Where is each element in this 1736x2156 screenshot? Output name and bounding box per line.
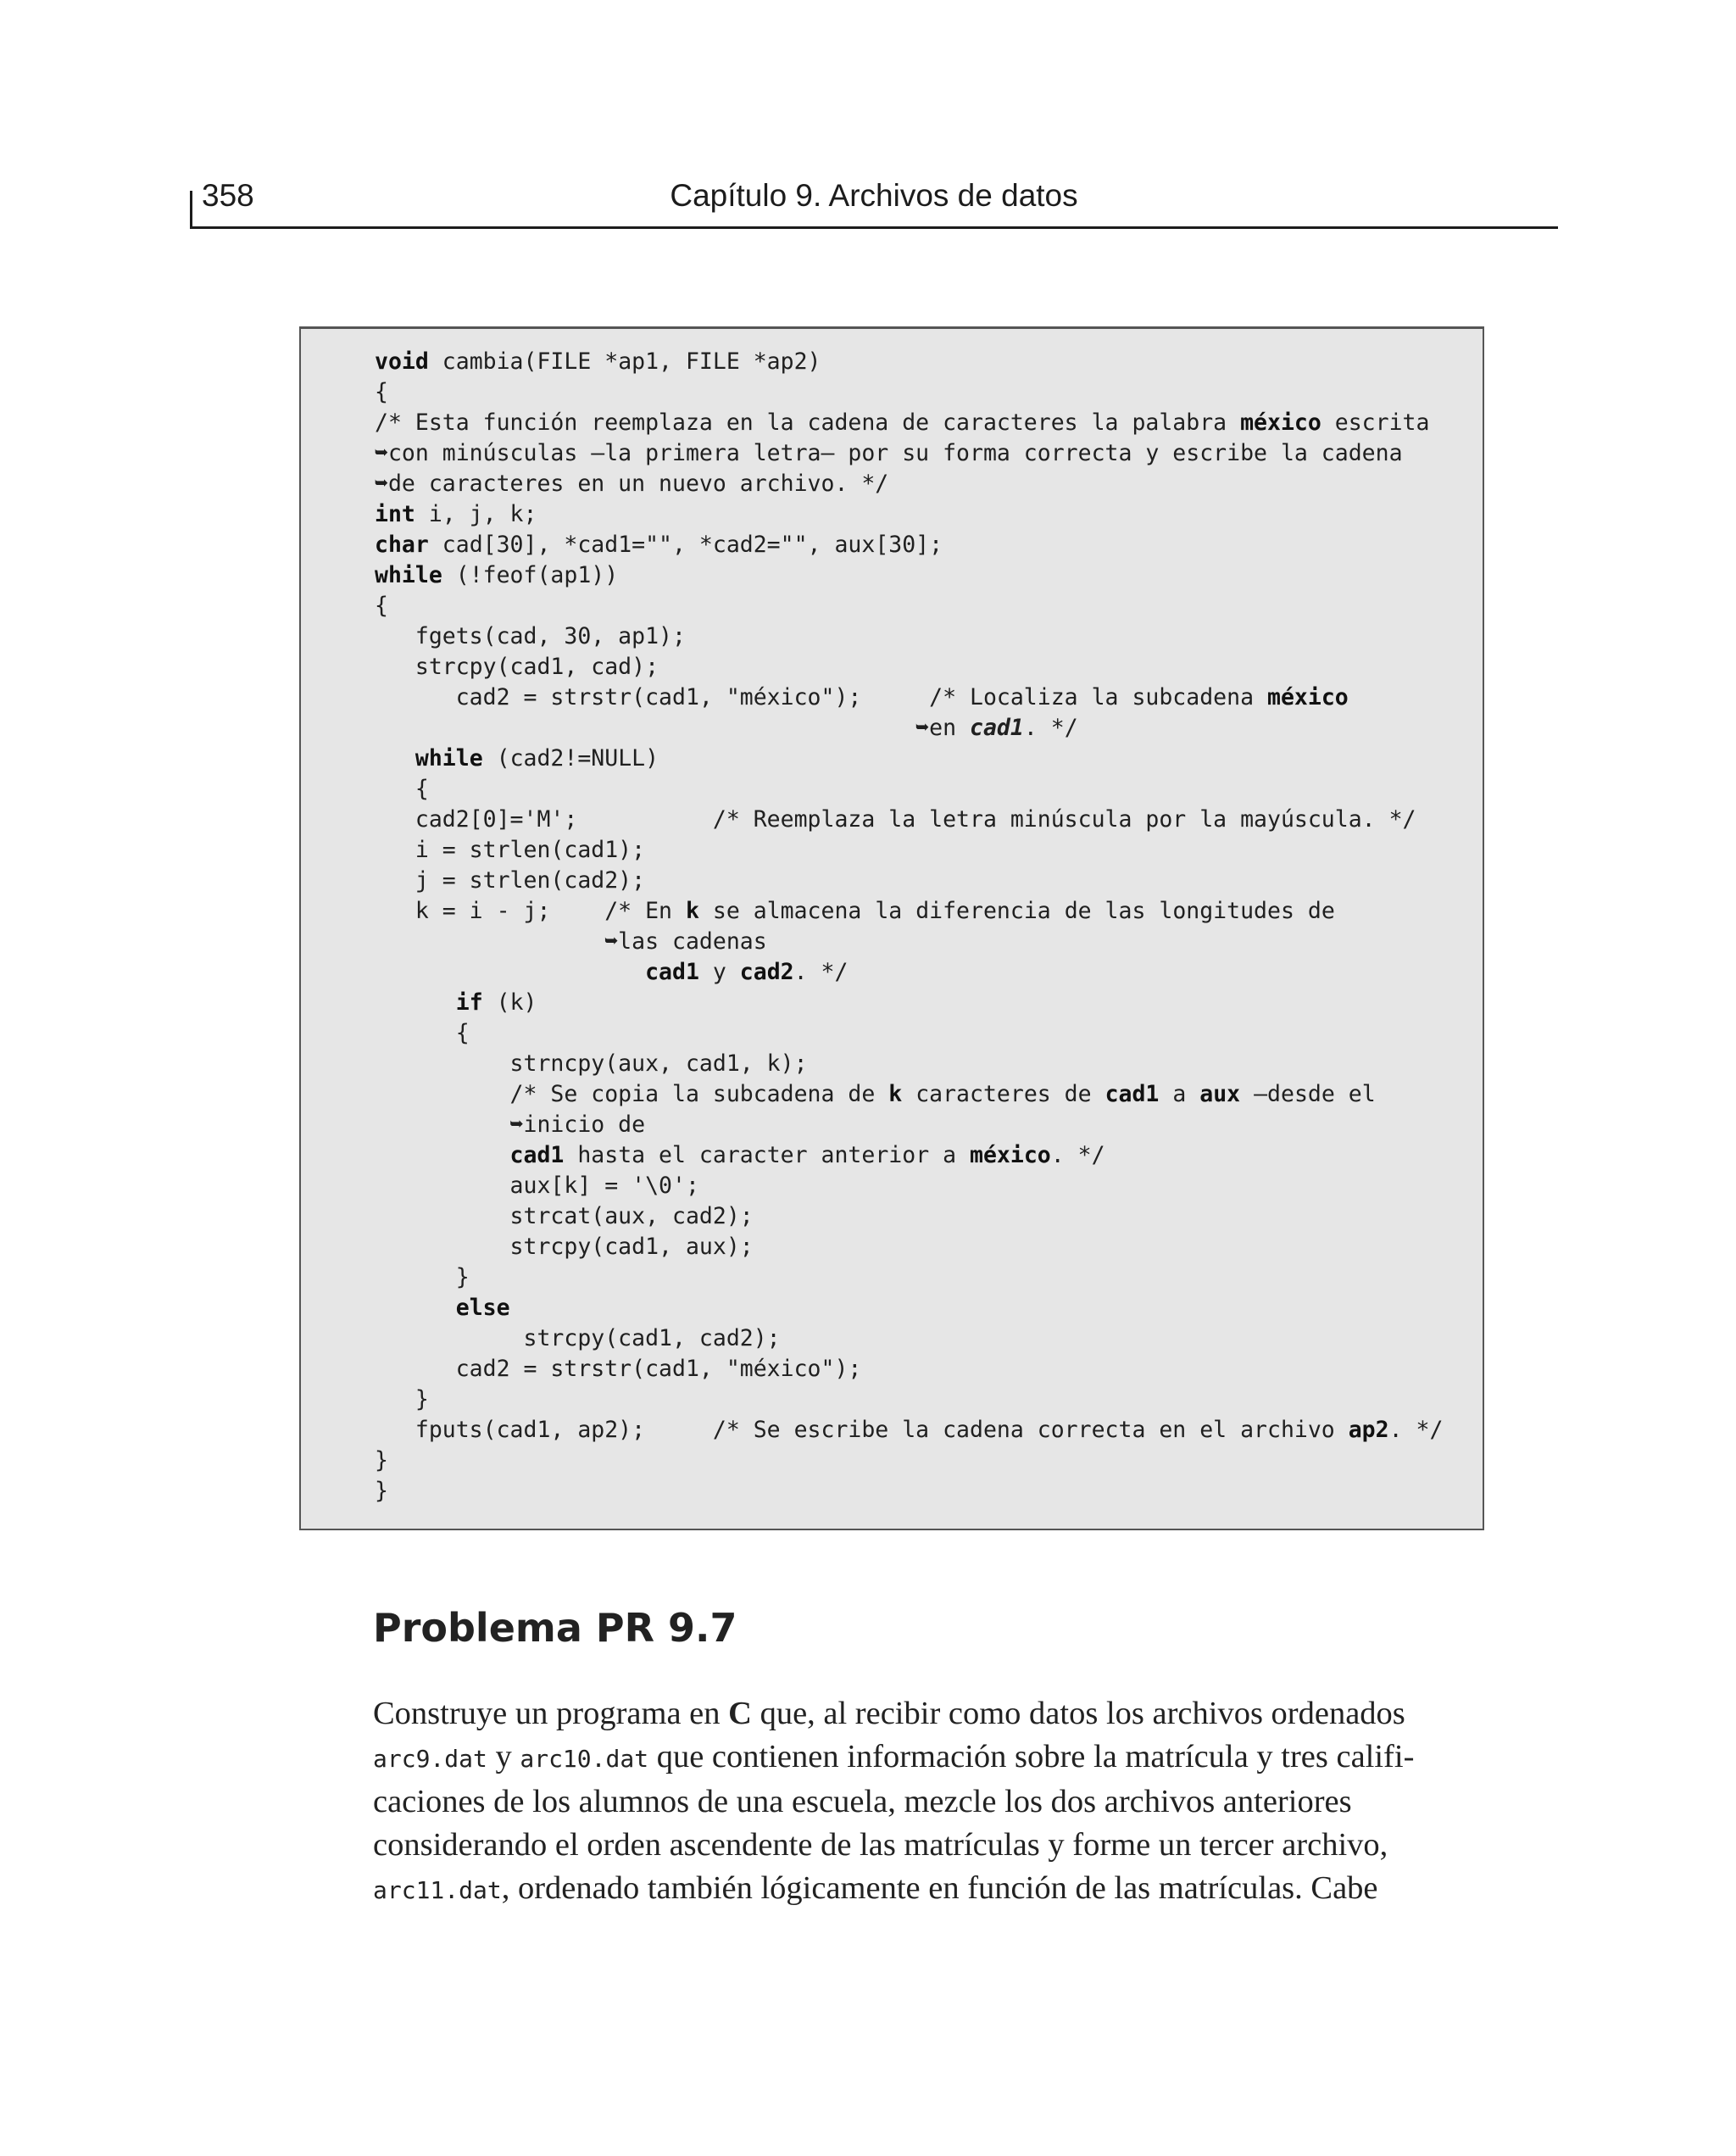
code-text: cad2[0]='M'; /* Reemplaza la letra minúscula por la mayúscula. */ — [375, 806, 1416, 833]
language-name: C — [728, 1696, 752, 1731]
paragraph-line — [373, 1692, 1466, 1735]
code-line — [375, 532, 943, 558]
code-text: { — [375, 379, 388, 405]
code-line — [375, 1447, 388, 1474]
code-line — [375, 1081, 1376, 1107]
code-line — [375, 1295, 510, 1321]
code-line — [375, 409, 1429, 436]
code-text: i = strlen(cad1); — [375, 837, 646, 863]
code-line — [375, 776, 429, 802]
code-text: } — [375, 1447, 388, 1474]
code-keyword: k — [888, 1081, 903, 1107]
paragraph-line — [373, 1824, 1466, 1867]
code-text: caracteres de — [902, 1081, 1105, 1107]
code-text: cad2 = strstr(cad1, "méxico"); /* Localiza la subcadena — [375, 684, 1267, 710]
code-keyword: char — [375, 532, 429, 558]
code-line — [375, 1050, 808, 1077]
code-line — [375, 806, 1416, 833]
code-text: /* Esta función reemplaza en la cadena de caracteres la palabra — [375, 409, 1241, 436]
code-text: strcpy(cad1, cad2); — [375, 1325, 781, 1351]
code-keyword: while — [375, 562, 442, 588]
code-line — [375, 623, 686, 649]
paragraph-line — [373, 1735, 1466, 1780]
paragraph-text: Construye un programa en — [373, 1696, 729, 1731]
code-line — [375, 745, 659, 772]
code-text: strncpy(aux, cad1, k); — [375, 1050, 808, 1077]
code-line — [375, 1325, 781, 1351]
code-line — [375, 898, 1335, 924]
code-text — [375, 989, 456, 1016]
code-text: { — [375, 776, 429, 802]
code-keyword: void — [375, 348, 429, 375]
code-line — [375, 867, 645, 894]
code-text: ➥en — [375, 715, 970, 741]
code-text: } — [375, 1264, 470, 1290]
code-text: ➥de caracteres en un nuevo archivo. */ — [375, 471, 889, 497]
code-line — [375, 440, 1403, 466]
code-keyword: k — [685, 898, 699, 924]
code-text — [375, 745, 415, 772]
code-text: —desde el — [1240, 1081, 1376, 1107]
code-line — [375, 1234, 754, 1260]
code-listing-box — [299, 326, 1484, 1530]
code-text: (!feof(ap1)) — [442, 562, 619, 588]
paragraph-text: que, al recibir como datos los archivos ordenados — [751, 1696, 1405, 1731]
code-keyword: cad1 — [1104, 1081, 1160, 1107]
code-text: cambia(FILE *ap1, FILE *ap2) — [428, 348, 821, 375]
code-line — [375, 562, 618, 588]
code-keyword: méxico — [970, 1142, 1051, 1168]
paragraph-text: considerando el orden ascendente de las matrículas y forme un tercer archivo, — [373, 1827, 1388, 1863]
code-keyword: cad1 — [970, 715, 1024, 741]
code-text: cad[30], *cad1="", *cad2="", aux[30]; — [428, 532, 943, 558]
code-text: y — [698, 959, 740, 985]
code-line — [375, 1203, 754, 1229]
code-text: j = strlen(cad2); — [375, 867, 646, 894]
code-text: i, j, k; — [415, 501, 537, 527]
code-text: ➥las cadenas — [375, 928, 767, 955]
code-keyword: cad1 — [645, 959, 699, 985]
problem-title: Problema PR 9.7 — [373, 1605, 737, 1651]
code-text: { — [375, 1020, 470, 1046]
code-listing — [375, 347, 1443, 1507]
code-text: se almacena la diferencia de las longitudes de — [698, 898, 1335, 924]
code-line — [375, 928, 767, 955]
code-line — [375, 715, 1078, 741]
code-text: fputs(cad1, ap2); /* Se escribe la cadena correcta en el archivo — [375, 1417, 1349, 1443]
code-line — [375, 1417, 1443, 1443]
code-line — [375, 471, 888, 497]
code-line — [375, 959, 848, 985]
code-line — [375, 989, 537, 1016]
code-text: strcat(aux, cad2); — [375, 1203, 754, 1229]
chapter-title: Capítulo 9. Archivos de datos — [670, 178, 1078, 213]
code-text: escrita — [1321, 409, 1430, 436]
code-text: . */ — [1050, 1142, 1105, 1168]
code-text: cad2 = strstr(cad1, "méxico"); — [375, 1356, 862, 1382]
code-text: a — [1159, 1081, 1200, 1107]
code-keyword: while — [415, 745, 483, 772]
paragraph-text: y — [487, 1739, 520, 1774]
code-line — [375, 593, 388, 619]
code-text: k = i - j; /* En — [375, 898, 686, 924]
code-line — [375, 1478, 388, 1504]
code-text — [375, 1295, 456, 1321]
code-text: hasta el caracter anterior a — [564, 1142, 971, 1168]
code-keyword: if — [455, 989, 483, 1016]
code-text: . */ — [1023, 715, 1078, 741]
code-line — [375, 379, 388, 405]
file-name: arc9.dat — [373, 1745, 487, 1773]
paragraph-line — [373, 1780, 1466, 1824]
paragraph-text: caciones de los alumnos de una escuela, mezcle los dos archivos anteriores — [373, 1784, 1352, 1819]
code-keyword: aux — [1199, 1081, 1241, 1107]
code-text: strcpy(cad1, aux); — [375, 1234, 754, 1260]
code-text: aux[k] = '\0'; — [375, 1173, 699, 1199]
file-name: arc10.dat — [520, 1745, 649, 1773]
code-keyword: cad2 — [739, 959, 794, 985]
code-text: fgets(cad, 30, ap1); — [375, 623, 686, 649]
code-text — [375, 959, 645, 985]
code-keyword: méxico — [1240, 409, 1321, 436]
code-text: . */ — [1388, 1417, 1444, 1443]
code-line — [375, 348, 821, 375]
code-text: ➥con minúsculas —la primera letra— por su forma correcta y escribe la cadena — [375, 440, 1403, 466]
paragraph-text: que contienen información sobre la matrícula y tres califi- — [648, 1739, 1415, 1774]
paragraph-line — [373, 1867, 1466, 1912]
page-number: 358 — [202, 178, 254, 213]
code-keyword: cad1 — [509, 1142, 565, 1168]
code-line — [375, 1111, 645, 1138]
file-name: arc11.dat — [373, 1876, 502, 1904]
code-line — [375, 1173, 699, 1199]
code-line — [375, 654, 659, 680]
code-line — [375, 501, 537, 527]
code-keyword: méxico — [1267, 684, 1349, 710]
code-line — [375, 1386, 429, 1412]
code-text: (cad2!=NULL) — [482, 745, 659, 772]
code-line — [375, 1356, 861, 1382]
code-text: } — [375, 1386, 429, 1412]
code-text: ➥inicio de — [375, 1111, 646, 1138]
page-header — [190, 174, 1558, 229]
code-text: (k) — [482, 989, 537, 1016]
paragraph-text: , ordenado también lógicamente en función de las matrículas. Cabe — [501, 1870, 1378, 1906]
code-text: . */ — [793, 959, 849, 985]
code-text: /* Se copia la subcadena de — [375, 1081, 889, 1107]
code-line — [375, 1264, 470, 1290]
code-text: } — [375, 1478, 388, 1504]
code-keyword: else — [455, 1295, 510, 1321]
code-text — [375, 1142, 510, 1168]
code-line — [375, 1142, 1105, 1168]
code-text: { — [375, 593, 388, 619]
problem-statement — [373, 1692, 1466, 1912]
code-line — [375, 837, 645, 863]
code-text: strcpy(cad1, cad); — [375, 654, 659, 680]
code-keyword: ap2 — [1348, 1417, 1389, 1443]
code-line — [375, 684, 1349, 710]
code-line — [375, 1020, 470, 1046]
code-keyword: int — [375, 501, 415, 527]
